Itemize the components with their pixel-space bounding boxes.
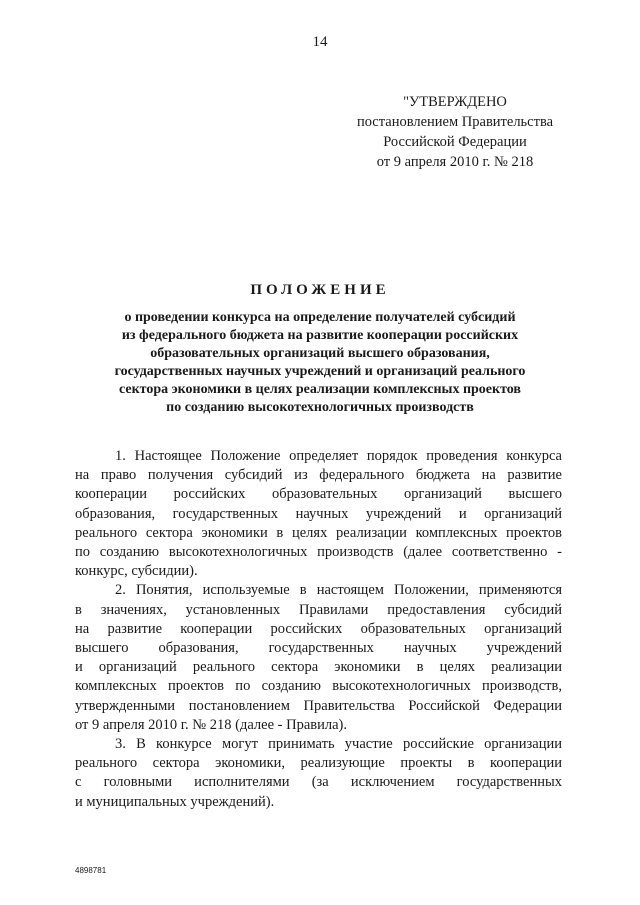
subtitle-line: образовательных организаций высшего образования, (150, 346, 490, 361)
paragraph-line: 3. В конкурсе могут принимать участие российские организации (115, 736, 562, 753)
paragraph-line: по созданию высокотехнологичных производств (далее соответственно - (75, 544, 562, 561)
paragraph-line: от 9 апреля 2010 г. № 218 (далее - Правила). (75, 716, 347, 733)
paragraph-line: с головными исполнителями (за исключением государственных (75, 774, 562, 791)
subtitle-line: государственных научных учреждений и организаций реального (114, 364, 526, 379)
paragraph-line: на право получения субсидий из федерального бюджета на развитие (75, 467, 562, 484)
paragraph-line: утвержденными постановлением Правительства Российской Федерации (75, 697, 562, 714)
subtitle-line: по созданию высокотехнологичных производств (166, 400, 474, 415)
paragraph-line: высшего образования, государственных научных учреждений (75, 640, 562, 657)
paragraph-line: на развитие кооперации российских образовательных организаций (75, 620, 562, 637)
title-block (60, 282, 580, 417)
document-subtitle (60, 309, 580, 417)
paragraph-line: конкурс, субсидии). (75, 563, 198, 580)
approval-line: от 9 апреля 2010 г. № 218 (376, 154, 534, 170)
subtitle-line: о проведении конкурса на определение получателей субсидий (124, 310, 516, 325)
page-number: 14 (312, 34, 328, 50)
paragraph-line: 2. Понятия, используемые в настоящем Положении, применяются (115, 582, 562, 599)
paragraph-3 (75, 735, 562, 812)
paragraph-line: кооперации российских образовательных организаций высшего (75, 486, 562, 503)
paragraph-1 (75, 447, 562, 581)
approval-line: постановлением Правительства (356, 114, 554, 130)
paragraph-line: и муниципальных учреждений). (75, 793, 275, 810)
paragraph-line: в значениях, установленных Правилами предоставления субсидий (75, 601, 562, 618)
document-code: 4898781 (75, 866, 107, 875)
paragraph-line: и организаций реального сектора экономики в целях реализации (75, 659, 562, 676)
paragraph-line: комплексных проектов по созданию высокотехнологичных производств, (75, 678, 562, 695)
paragraph-line: реального сектора экономики, реализующие проекты в кооперации (75, 755, 562, 772)
paragraph-line: 1. Настоящее Положение определяет порядок проведения конкурса (115, 448, 562, 464)
approval-line: Российской Федерации (383, 134, 527, 150)
subtitle-line: из федерального бюджета на развитие кооперации российских (121, 328, 519, 343)
paragraph-line: реального сектора экономики в целях реализации комплексных проектов (75, 524, 562, 541)
document-body (75, 447, 562, 812)
approval-stamp (340, 92, 570, 172)
document-title: ПОЛОЖЕНИЕ (250, 282, 390, 298)
paragraph-2 (75, 581, 562, 735)
approval-line: "УТВЕРЖДЕНО (403, 94, 507, 110)
subtitle-line: сектора экономики в целях реализации комплексных проектов (118, 382, 521, 397)
paragraph-line: образования, государственных научных учреждений и организаций (75, 505, 562, 522)
